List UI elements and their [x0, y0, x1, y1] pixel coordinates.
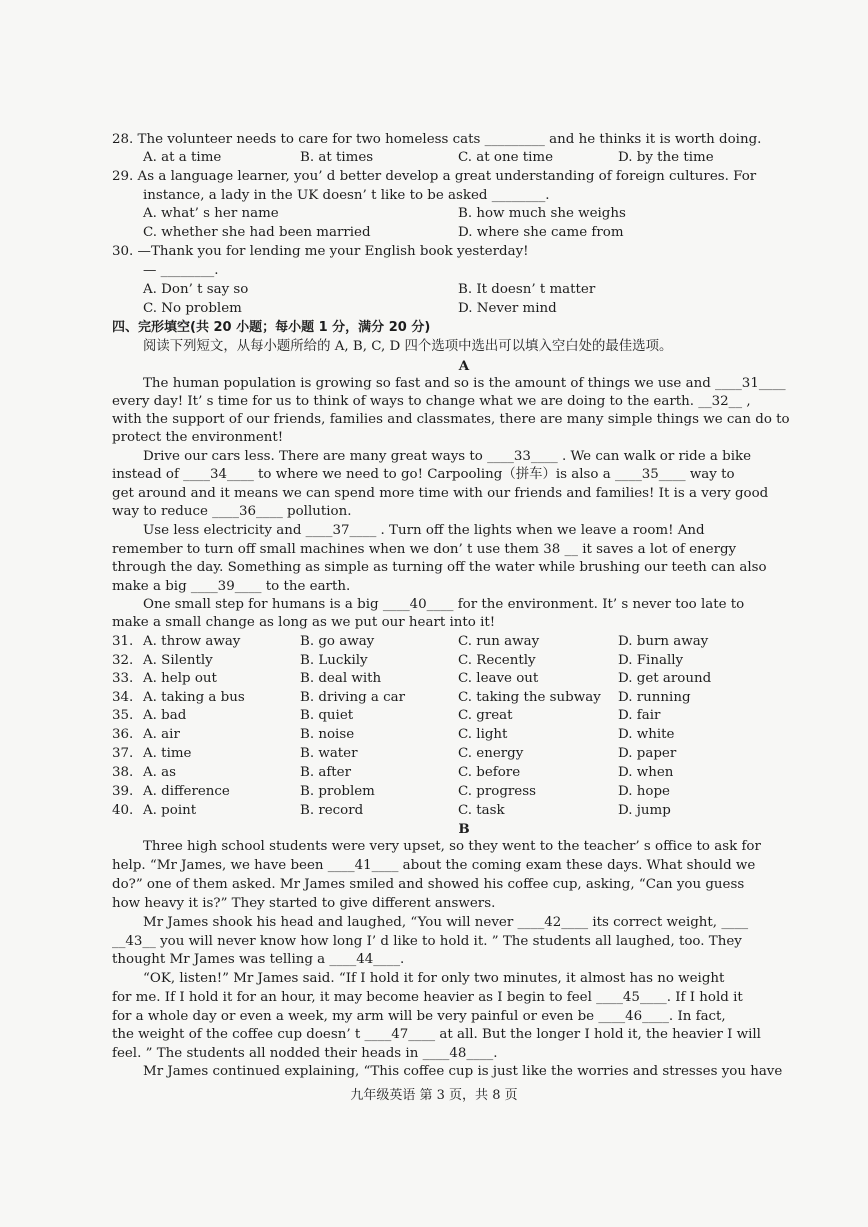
- passage-b-line: Three high school students were very upset, so they went to the teacher’ s office to ask for: [143, 839, 761, 854]
- passage-a-line: remember to turn off small machines when we don’ t use them 38 __ it saves a lot of energy: [112, 542, 737, 557]
- question-30-stem-2: — ________.: [143, 263, 219, 278]
- passage-b-line: help. “Mr James, we have been ____41____ about the coming exam these days. What should we: [112, 858, 756, 873]
- option-a: A. difference: [143, 784, 230, 799]
- option-b: B. Luckily: [300, 653, 368, 668]
- option-d: D. when: [618, 765, 674, 780]
- option-d: D. running: [618, 690, 691, 705]
- option-a: A. point: [143, 803, 197, 818]
- option-d: D. white: [618, 727, 675, 742]
- option-b: B. water: [300, 746, 358, 761]
- passage-a-line: way to reduce ____36____ pollution.: [112, 504, 352, 519]
- passage-b-line: “OK, listen!” Mr James said. “If I hold it for only two minutes, it almost has no weight: [143, 971, 725, 986]
- passage-b-line: __43__ you will never know how long I’ d like to hold it. ” The students all laughed, too. They: [112, 934, 742, 949]
- passage-b-line: feel. ” The students all nodded their heads in ____48____.: [112, 1046, 498, 1061]
- option-d: D. hope: [618, 784, 670, 799]
- option-row-number: 40.: [112, 803, 134, 818]
- option-c: C. task: [458, 803, 505, 818]
- option-d: D. fair: [618, 708, 661, 723]
- option-a: A. time: [143, 746, 192, 761]
- option-b: B. noise: [300, 727, 355, 742]
- passage-a-line: The human population is growing so fast and so is the amount of things we use and ____31____: [143, 376, 786, 391]
- q30-option-a: A. Don’ t say so: [143, 282, 249, 297]
- q28-option-d: D. by the time: [618, 150, 714, 165]
- passage-b-line: for me. If I hold it for an hour, it may become heavier as I begin to feel ____45____. If I hold it: [112, 990, 743, 1005]
- option-a: A. taking a bus: [143, 690, 245, 705]
- passage-b-line: how heavy it is?” They started to give different answers.: [112, 896, 496, 911]
- option-a: A. as: [143, 765, 177, 780]
- option-d: D. get around: [618, 671, 712, 686]
- option-c: C. great: [458, 708, 513, 723]
- option-a: A. Silently: [143, 653, 213, 668]
- option-b: B. after: [300, 765, 351, 780]
- option-row-number: 32.: [112, 653, 134, 668]
- passage-a-line: Use less electricity and ____37____ . Turn off the lights when we leave a room! And: [143, 523, 705, 538]
- option-b: B. deal with: [300, 671, 382, 686]
- option-c: C. progress: [458, 784, 536, 799]
- q30-option-d: D. Never mind: [458, 301, 557, 316]
- option-row-number: 31.: [112, 634, 134, 649]
- passage-a-line: make a big ____39____ to the earth.: [112, 579, 351, 594]
- option-row-number: 39.: [112, 784, 134, 799]
- question-29-stem: 29. As a language learner, you’ d better develop a great understanding of foreign cultures. For: [112, 169, 757, 184]
- q29-option-a: A. what’ s her name: [143, 206, 279, 221]
- passage-b-line: for a whole day or even a week, my arm will be very painful or even be ____46____. In fact,: [112, 1009, 726, 1024]
- question-30-stem: 30. —Thank you for lending me your English book yesterday!: [112, 244, 529, 259]
- option-d: D. paper: [618, 746, 677, 761]
- question-29-stem-2: instance, a lady in the UK doesn’ t like to be asked ________.: [143, 188, 550, 203]
- passage-a-line: with the support of our friends, families and classmates, there are many simple things we can do to: [112, 412, 790, 427]
- option-b: B. quiet: [300, 708, 354, 723]
- q29-option-d: D. where she came from: [458, 225, 624, 240]
- q28-option-a: A. at a time: [143, 150, 222, 165]
- section-title: 四、完形填空(共 20 小题；每小题 1 分，满分 20 分): [112, 320, 431, 335]
- passage-b-label: B: [458, 821, 470, 837]
- question-28-stem: 28. The volunteer needs to care for two homeless cats _________ and he thinks it is worth doing.: [112, 132, 762, 147]
- q28-option-c: C. at one time: [458, 150, 554, 165]
- q29-option-c: C. whether she had been married: [143, 225, 371, 240]
- option-row-number: 33.: [112, 671, 134, 686]
- passage-a-line: every day! It’ s time for us to think of ways to change what we are doing to the earth. __32__ ,: [112, 394, 751, 409]
- passage-a-line: get around and it means we can spend more time with our friends and families! It is a very good: [112, 486, 769, 501]
- passage-b-line: Mr James shook his head and laughed, “You will never ____42____ its correct weight, ____: [143, 915, 749, 930]
- q29-option-b: B. how much she weighs: [458, 206, 626, 221]
- option-c: C. light: [458, 727, 508, 742]
- q30-option-c: C. No problem: [143, 301, 242, 316]
- q28-option-b: B. at times: [300, 150, 374, 165]
- option-c: C. run away: [458, 634, 540, 649]
- option-row-number: 36.: [112, 727, 134, 742]
- passage-a-line: instead of ____34____ to where we need to go! Carpooling（拼车）is also a ____35____ way to: [112, 467, 735, 482]
- option-c: C. before: [458, 765, 521, 780]
- option-c: C. energy: [458, 746, 524, 761]
- option-c: C. Recently: [458, 653, 536, 668]
- option-a: A. air: [143, 727, 180, 742]
- option-row-number: 35.: [112, 708, 134, 723]
- option-b: B. driving a car: [300, 690, 406, 705]
- option-d: D. jump: [618, 803, 671, 818]
- option-d: D. burn away: [618, 634, 709, 649]
- option-row-number: 38.: [112, 765, 134, 780]
- option-b: B. record: [300, 803, 364, 818]
- q30-option-b: B. It doesn’ t matter: [458, 282, 596, 297]
- passage-b-line: the weight of the coffee cup doesn’ t ____47____ at all. But the longer I hold it, the heavier I will: [112, 1027, 761, 1042]
- passage-a-line: through the day. Something as simple as turning off the water while brushing our teeth can also: [112, 560, 767, 575]
- option-c: C. leave out: [458, 671, 539, 686]
- passage-a-line: One small step for humans is a big ____40____ for the environment. It’ s never too late to: [143, 597, 745, 612]
- option-a: A. throw away: [143, 634, 241, 649]
- option-c: C. taking the subway: [458, 690, 601, 705]
- passage-a-label: A: [458, 358, 470, 374]
- option-b: B. problem: [300, 784, 375, 799]
- option-a: A. bad: [143, 708, 187, 723]
- section-instruction: 阅读下列短文，从每小题所给的 A, B, C, D 四个选项中选出可以填入空白处的最佳选项。: [143, 339, 673, 354]
- passage-a-line: Drive our cars less. There are many great ways to ____33____ . We can walk or ride a bike: [143, 449, 752, 464]
- option-row-number: 37.: [112, 746, 134, 761]
- passage-b-line: do?” one of them asked. Mr James smiled and showed his coffee cup, asking, “Can you guess: [112, 877, 745, 892]
- passage-b-line: thought Mr James was telling a ____44____.: [112, 952, 405, 967]
- option-d: D. Finally: [618, 653, 684, 668]
- passage-b-line: Mr James continued explaining, “This coffee cup is just like the worries and stresses you have: [143, 1064, 783, 1079]
- option-a: A. help out: [143, 671, 217, 686]
- passage-a-line: make a small change as long as we put our heart into it!: [112, 615, 496, 630]
- passage-a-line: protect the environment!: [112, 430, 284, 445]
- page-footer: 九年级英语 第 3 页，共 8 页: [350, 1088, 518, 1103]
- option-row-number: 34.: [112, 690, 134, 705]
- option-b: B. go away: [300, 634, 375, 649]
